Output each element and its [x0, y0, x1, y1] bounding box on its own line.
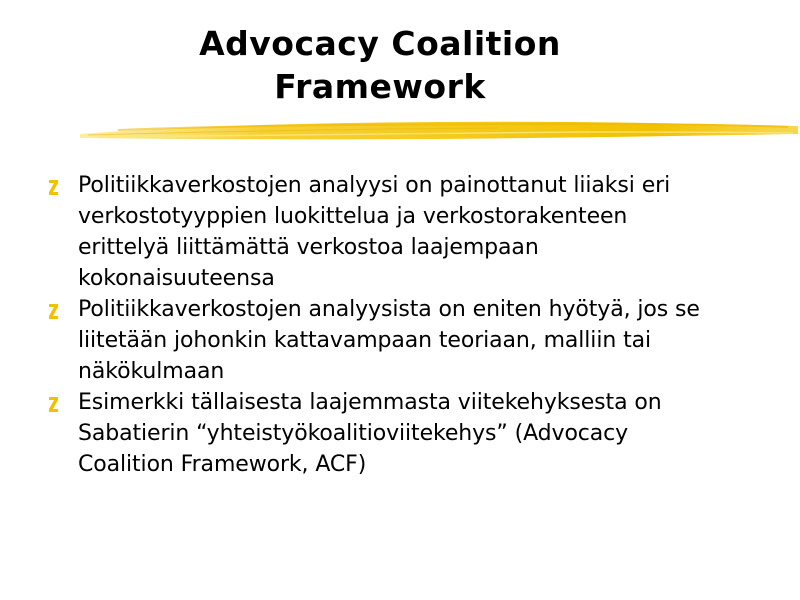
slide-title	[120, 22, 640, 108]
bullet-line: Esimerkki tällaisesta laajemmasta viitekehyksesta on	[78, 390, 662, 415]
title-brush-underline	[78, 114, 800, 148]
bullet-line: kokonaisuuteensa	[78, 266, 275, 291]
bullet-line: näkökulmaan	[78, 359, 225, 384]
bullet-text	[78, 387, 780, 480]
bullet-line: erittelyä liittämättä verkostoa laajempaan	[78, 235, 539, 260]
title-line-1: Advocacy Coalition	[199, 24, 561, 63]
bullet-item	[40, 387, 780, 480]
bullet-item	[40, 170, 780, 294]
bullet-line: liitetään johonkin kattavampaan teoriaan, malliin tai	[78, 328, 651, 353]
bullet-text	[78, 294, 780, 387]
z-bullet-icon	[48, 396, 59, 413]
bullet-line: Coalition Framework, ACF)	[78, 452, 367, 477]
bullet-line: Politiikkaverkostojen analyysista on eniten hyötyä, jos se	[78, 297, 700, 322]
bullet-line: verkostotyyppien luokittelua ja verkostorakenteen	[78, 204, 628, 229]
bullet-item	[40, 294, 780, 387]
bullet-text	[78, 170, 780, 294]
z-bullet-icon	[48, 179, 59, 196]
bullet-line: Sabatierin “yhteistyökoalitioviitekehys” (Advocacy	[78, 421, 629, 446]
bullet-list	[40, 170, 780, 480]
title-line-2: Framework	[274, 67, 486, 106]
z-bullet-icon	[48, 303, 59, 320]
bullet-line: Politiikkaverkostojen analyysi on painottanut liiaksi eri	[78, 173, 671, 198]
